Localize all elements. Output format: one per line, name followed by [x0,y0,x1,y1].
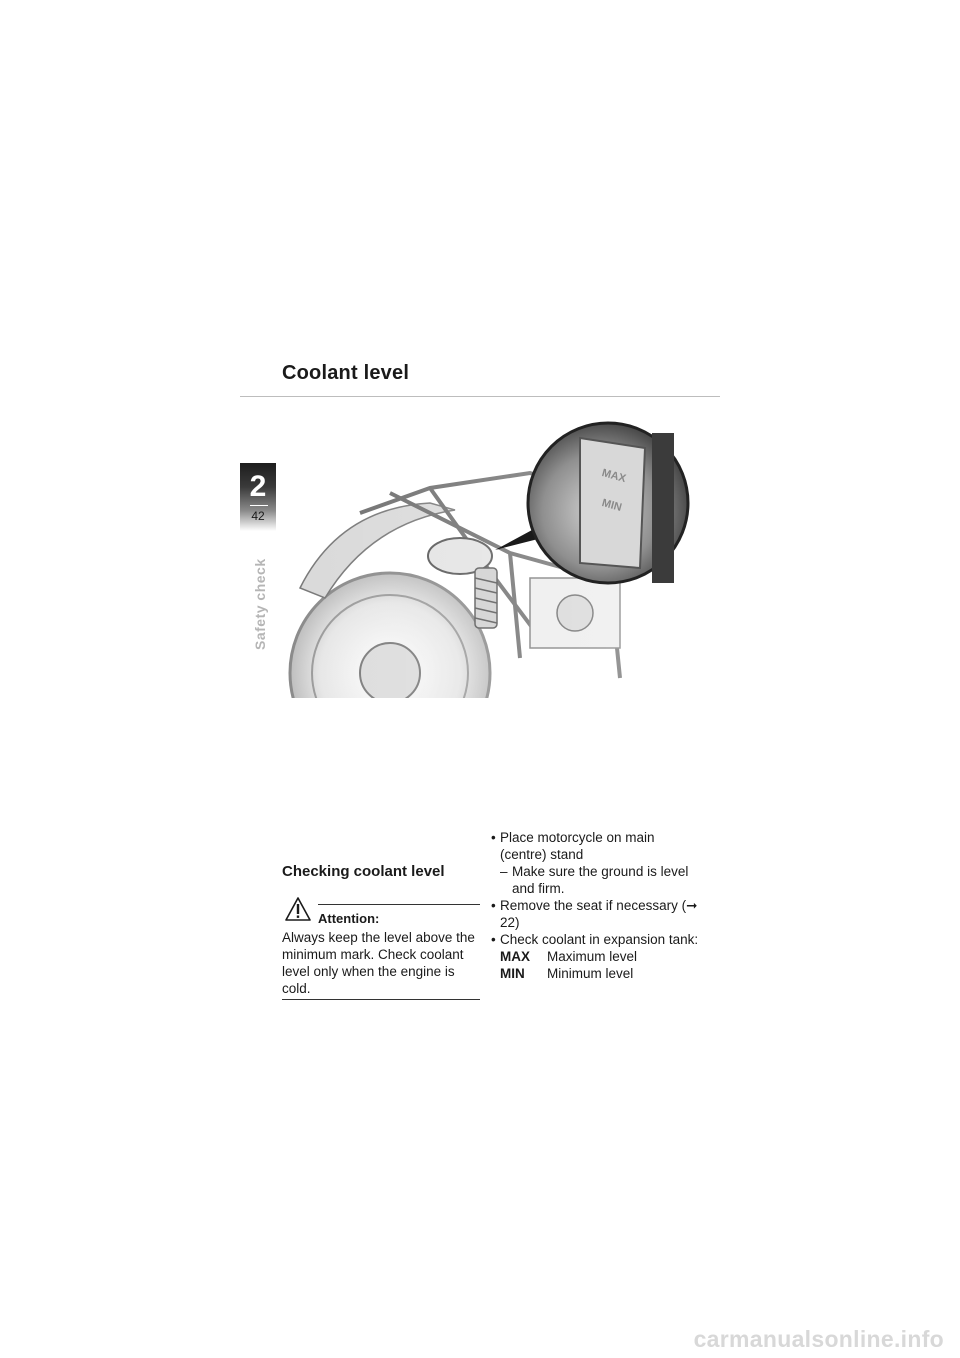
procedure-steps [491,829,701,982]
attention-top-rule [318,904,480,905]
legend-key: MIN [500,966,525,981]
section-heading: Checking coolant level [282,863,445,880]
attention-label: Attention: [318,911,380,926]
page-title: Coolant level [282,362,410,384]
legend-value: Maximum level [547,949,638,964]
coolant-tank-illustration [280,418,720,698]
step-item: • Place motorcycle on main (centre) stand [491,830,655,862]
step-text: Place motorcycle on main (centre) stand [500,830,655,862]
chapter-number: 2 [249,470,267,503]
magnified-inset [528,423,688,583]
min-mark: MIN [600,497,624,514]
step-text: Remove the seat if necessary (➞ 22) [500,898,698,930]
substep-text: Make sure the ground is level and firm. [512,864,689,896]
legend-key: MAX [500,949,530,964]
page-number: 42 [251,509,265,523]
chapter-separator [250,505,268,506]
attention-text: Always keep the level above the minimum mark. Check coolant level only when the engine is cold. [282,930,475,996]
side-chapter-label: Safety check [252,558,268,650]
watermark: carmanualsonline.info [693,1326,944,1352]
attention-bottom-rule [282,999,480,1000]
step-text: Check coolant in expansion tank: [500,932,699,947]
legend-row-min [491,965,701,982]
legend-row-max [491,948,701,965]
substep-item: – Make sure the ground is level and firm. [500,864,689,896]
max-mark: MAX [600,467,628,486]
step-item: • Check coolant in expansion tank: [491,932,699,947]
step-item: • Remove the seat if necessary (➞ 22) [491,898,698,930]
legend-value: Minimum level [547,966,634,981]
title-divider [240,396,720,397]
warning-icon [284,896,312,922]
